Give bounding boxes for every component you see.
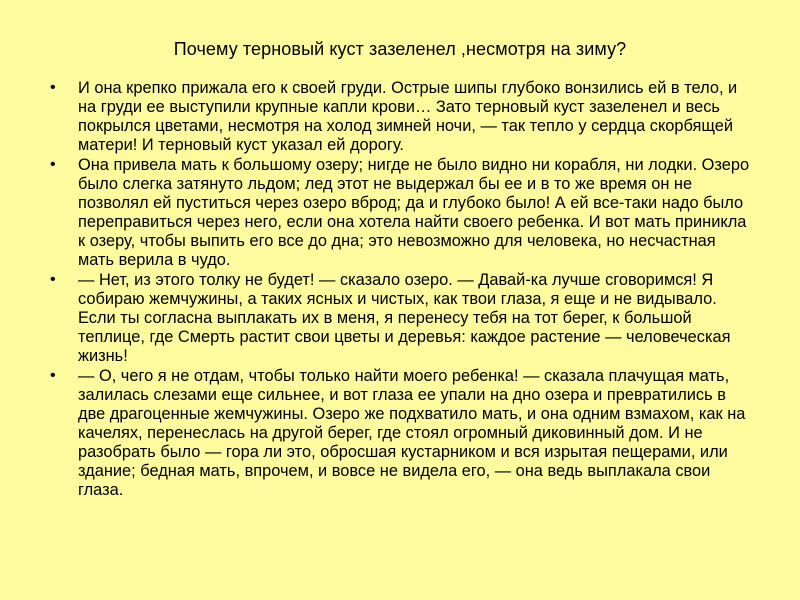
bullet-item bbox=[50, 156, 756, 269]
bullet-text: — О, чего я не отдам, чтобы только найти моего ребенка! — сказала плачущая мать, залилась слезами еще сильнее, и вот глаза ее упали на дно озера и превратились в две драгоценные жемчужины. Озеро же подхватило мать, и она одним взмахом, как на качелях, перенеслась на другой берег, где стоял огромный диковинный дом. И не разобрать было — гора ли это, обросшая кустарником и вся изрытая пещерами, или здание; бедная мать, впрочем, и вовсе не видела его, — она ведь выплакала свои глаза. bbox=[78, 367, 746, 499]
bullet-dot: • bbox=[50, 271, 56, 289]
bullet-dot: • bbox=[50, 367, 56, 385]
bullet-dot: • bbox=[50, 156, 56, 174]
bullet-list bbox=[50, 79, 756, 501]
slide-title: Почему терновый куст зазеленел ,несмотря на зиму? bbox=[173, 39, 627, 59]
bullet-dot: • bbox=[50, 79, 56, 96]
bullet-item bbox=[50, 79, 756, 155]
bullet-item bbox=[50, 271, 756, 366]
bullet-text: Она привела мать к большому озеру; нигде не было видно ни корабля, ни лодки. Озеро было слегка затянуто льдом; лед этот не выдержал бы ее и в то же время он не позволял ей пуститься через озеро вброд; да и глубоко было! А ей все-таки надо было переправиться через него, если она хотела найти своего ребенка. И вот мать приникла к озеру, чтобы выпить его все до дна; это невозможно для человека, но несчастная мать верила в чудо. bbox=[78, 156, 750, 269]
bullet-text: И она крепко прижала его к своей груди. Острые шипы глубоко вонзились ей в тело, и на груди ее выступили крупные капли крови… Зато терновый куст зазеленел и весь покрылся цветами, несмотря на холод зимней ночи, — так тепло у сердца скорбящей матери! И терновый куст указал ей дорогу. bbox=[78, 79, 738, 154]
bullet-item bbox=[50, 367, 756, 499]
bullet-text: — Нет, из этого толку не будет! — сказало озеро. — Давай-ка лучше сговоримся! Я собираю жемчужины, а таких ясных и чистых, как твои глаза, я еще и не видывало. Если ты согласна выплакать их в меня, я перенесу тебя на тот берег, к большой теплице, где Смерть растит свои цветы и деревья: каждое растение — человеческая жизнь! bbox=[78, 271, 731, 365]
